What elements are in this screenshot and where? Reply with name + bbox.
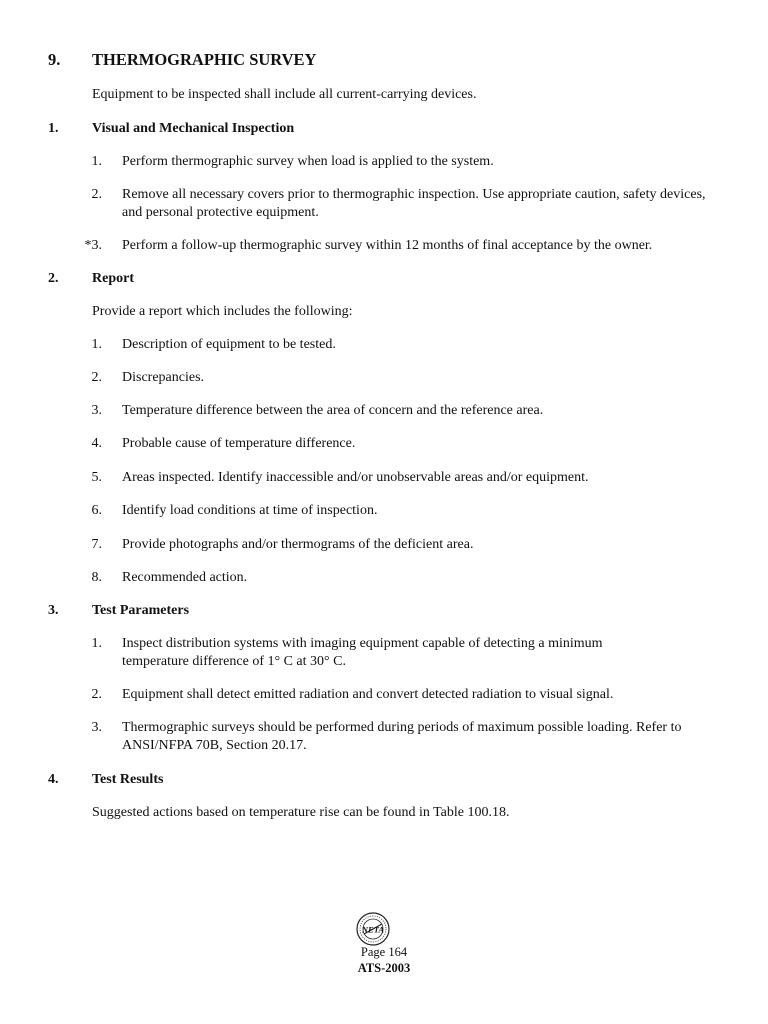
list-item-number: 6.	[91, 503, 102, 518]
section-number: 4.	[48, 772, 59, 787]
section-number: 1.	[48, 121, 59, 136]
section-number: 3.	[48, 603, 59, 618]
section-title: Visual and Mechanical Inspection	[92, 121, 295, 136]
list-item-number: 1.	[91, 337, 102, 352]
list-item: Remove all necessary covers prior to thermographic inspection. Use appropriate caution, safety devices, and personal protective equipment.	[122, 187, 706, 220]
list-item: Probable cause of temperature difference.	[122, 436, 356, 451]
chapter-intro: Equipment to be inspected shall include all current-carrying devices.	[92, 87, 477, 102]
list-item: Equipment shall detect emitted radiation and convert detected radiation to visual signal.	[122, 687, 614, 702]
chapter-number: 9.	[48, 50, 61, 69]
list-item-number: 2.	[91, 370, 102, 385]
list-item-number: 3.	[91, 720, 102, 735]
section-intro: Suggested actions based on temperature rise can be found in Table 100.18.	[92, 805, 510, 820]
section-title: Report	[92, 271, 134, 286]
chapter-title: THERMOGRAPHIC SURVEY	[92, 50, 317, 69]
document-code: ATS-2003	[357, 961, 411, 975]
list-item: Provide photographs and/or thermograms of the deficient area.	[122, 537, 474, 552]
list-item: Inspect distribution systems with imaging equipment capable of detecting a minimum temperature difference of 1° C at 30° C.	[122, 636, 603, 669]
list-item: Identify load conditions at time of inspection.	[122, 503, 378, 518]
list-item: Perform thermographic survey when load is applied to the system.	[122, 154, 494, 169]
section-title: Test Parameters	[92, 603, 190, 618]
neta-logo-icon	[356, 912, 390, 946]
list-item-number: 8.	[91, 570, 102, 585]
list-item: Recommended action.	[122, 570, 248, 585]
list-item: Temperature difference between the area of concern and the reference area.	[122, 403, 544, 418]
list-item-number: 2.	[91, 687, 102, 702]
list-item-number: 3.	[91, 403, 102, 418]
section-intro: Provide a report which includes the following:	[92, 304, 353, 319]
page-number: Page 164	[360, 945, 408, 959]
list-item: Thermographic surveys should be performed during periods of maximum possible loading. Refer to ANSI/NFPA 70B, Section 20.17.	[122, 720, 682, 753]
section-title: Test Results	[92, 772, 164, 787]
logo-text: NETA	[361, 924, 385, 935]
list-item-number: 1.	[91, 636, 102, 651]
list-item-number: 7.	[91, 537, 102, 552]
list-item-number: 4.	[91, 436, 102, 451]
section-number: 2.	[48, 271, 59, 286]
list-item-number: *3.	[84, 238, 102, 253]
list-item: Discrepancies.	[122, 370, 205, 385]
list-item: Perform a follow-up thermographic survey within 12 months of final acceptance by the owner.	[122, 238, 653, 253]
list-item-number: 2.	[91, 187, 102, 202]
list-item: Areas inspected. Identify inaccessible and/or unobservable areas and/or equipment.	[122, 470, 589, 485]
list-item-number: 5.	[91, 470, 102, 485]
list-item: Description of equipment to be tested.	[122, 337, 336, 352]
list-item-number: 1.	[91, 154, 102, 169]
